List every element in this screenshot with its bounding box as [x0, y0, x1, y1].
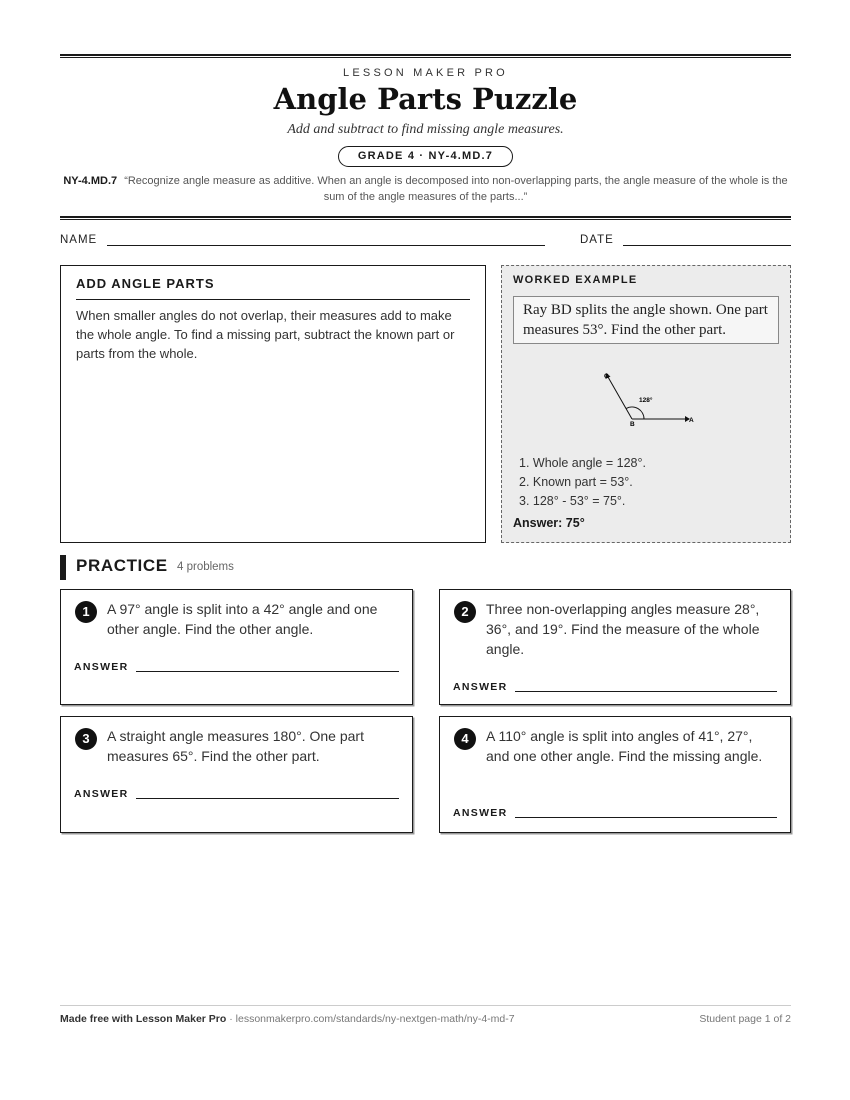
ray-bc [608, 377, 632, 419]
problem-card-3 [60, 716, 413, 833]
example-heading: WORKED EXAMPLE [513, 274, 638, 286]
answer-label: ANSWER [74, 788, 129, 800]
date-label: DATE [580, 234, 614, 246]
answer-field[interactable] [515, 817, 777, 818]
worksheet-title: Angle Parts Puzzle [273, 82, 578, 116]
problem-text: Three non-overlapping angles measure 28°, 36°, and 19°. Find the measure of the whole angle. [486, 601, 760, 657]
example-step: 1. Whole angle = 128°. [519, 456, 646, 470]
answer-label: ANSWER [74, 661, 129, 673]
practice-count: 4 problems [177, 561, 234, 573]
footer-url[interactable]: · lessonmakerpro.com/standards/ny-nextgen-math/ny-4-md-7 [226, 1013, 515, 1025]
grade-standard-badge: GRADE 4 · NY-4.MD.7 [338, 146, 513, 167]
problem-card-4 [439, 716, 791, 833]
lesson-box [60, 265, 486, 543]
problem-card-2 [439, 589, 791, 705]
footer-page-number: Student page 1 of 2 [699, 1013, 791, 1025]
problem-card-1 [60, 589, 413, 705]
label-a: A [689, 417, 694, 424]
name-field[interactable] [107, 245, 545, 246]
example-prompt: Ray BD splits the angle shown. One part measures 53°. Find the other part. [513, 296, 779, 344]
label-b: B [630, 421, 635, 428]
answer-field[interactable] [136, 671, 399, 672]
problem-number: 4 [454, 728, 476, 750]
lesson-body: When smaller angles do not overlap, their measures add to make the whole angle. To find a missing part, subtract the known part or parts from the whole. [76, 308, 455, 361]
problem-text: A 97° angle is split into a 42° angle and one other angle. Find the other angle. [107, 601, 378, 637]
lesson-heading-rule [76, 299, 470, 300]
problem-number: 2 [454, 601, 476, 623]
footer-credit [60, 1013, 515, 1025]
answer-label: ANSWER [453, 681, 508, 693]
brand-name: LESSON MAKER PRO [343, 67, 508, 79]
worksheet-subtitle: Add and subtract to find missing angle measures. [287, 122, 564, 137]
practice-title: PRACTICE [76, 556, 168, 575]
worksheet-page [60, 0, 791, 1100]
label-c: C [604, 373, 609, 380]
example-step: 3. 128° - 53° = 75°. [519, 494, 626, 508]
header-bottom-rule [60, 216, 791, 220]
angle-measure-label: 128° [639, 397, 653, 404]
answer-label: ANSWER [453, 807, 508, 819]
problem-text: A 110° angle is split into angles of 41°, 27°, and one other angle. Find the missing angle. [486, 728, 763, 764]
standard-text: “Recognize angle measure as additive. When an angle is decomposed into non-overlapping parts, the angle measure of the whole is the sum of the angle measures of the parts...” [124, 175, 788, 203]
standard-code: NY-4.MD.7 [63, 175, 118, 187]
worked-example-box [501, 265, 791, 543]
footer-rule [60, 1005, 791, 1006]
footer-made-by: Made free with Lesson Maker Pro [60, 1013, 227, 1025]
name-label: NAME [60, 234, 98, 246]
problem-text: A straight angle measures 180°. One part measures 65°. Find the other part. [107, 728, 364, 764]
answer-field[interactable] [136, 798, 399, 799]
date-field[interactable] [623, 245, 791, 246]
lesson-heading: ADD ANGLE PARTS [76, 276, 215, 291]
practice-accent-bar [60, 555, 66, 580]
angle-diagram [582, 366, 722, 436]
example-steps [519, 454, 646, 511]
answer-field[interactable] [515, 691, 777, 692]
standard-description [60, 173, 791, 205]
problem-number: 1 [75, 601, 97, 623]
example-answer: Answer: 75° [513, 516, 585, 530]
problem-number: 3 [75, 728, 97, 750]
example-step: 2. Known part = 53°. [519, 475, 633, 489]
header-top-rule [60, 54, 791, 58]
